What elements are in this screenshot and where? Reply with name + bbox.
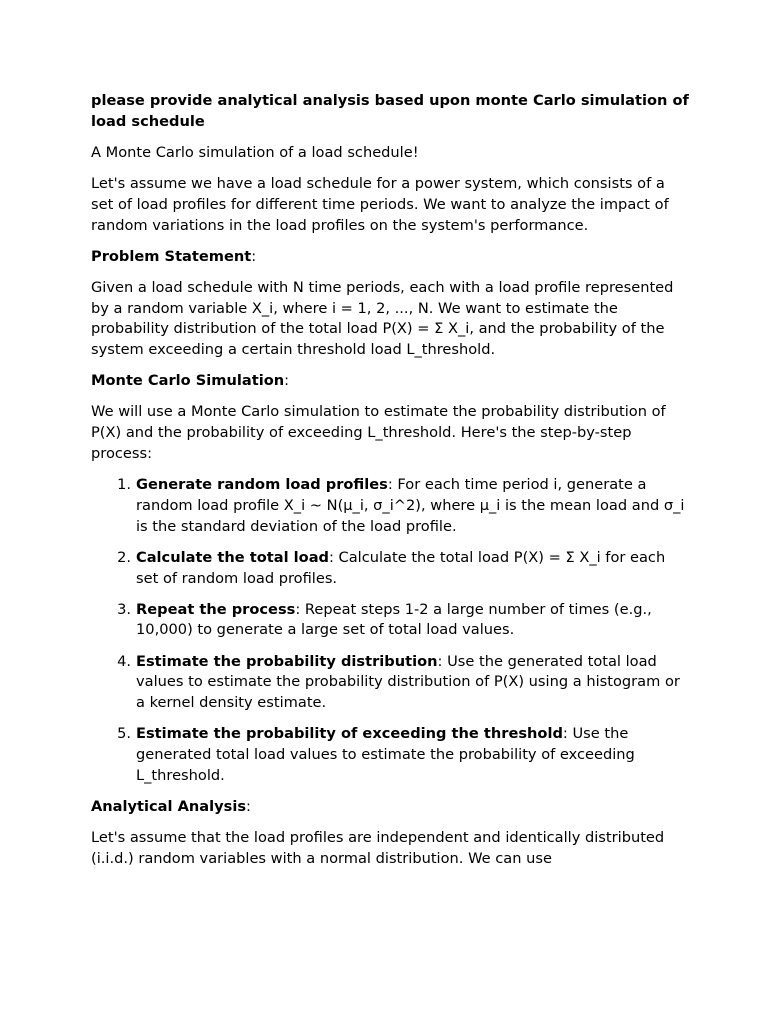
list-item-text: : For each time period i, generate a random load profile X_i ~ N(μ_i, σ_i^2), where μ_i is the mean load and σ_i is the standard deviation of the load profile. <box>136 476 685 535</box>
list-item-bold: Repeat the process <box>136 600 296 618</box>
list-item-bold: Calculate the total load <box>136 548 329 566</box>
list-item-text: : Use the generated total load values to estimate the probability of exceeding L_threshold. <box>136 725 635 784</box>
simulation-steps-list <box>91 475 691 787</box>
list-item-number: 1. <box>117 476 131 494</box>
intro-paragraph: A Monte Carlo simulation of a load schedule! <box>91 143 419 161</box>
list-item-text: : Calculate the total load P(X) = Σ X_i for each set of random load profiles. <box>136 548 666 587</box>
list-item <box>91 548 691 590</box>
analysis-heading-label: Analytical Analysis <box>91 797 247 815</box>
analysis-paragraph: Let's assume that the load profiles are independent and identically distributed (i.i.d.) random variables with a normal distribution. We can use <box>91 828 665 867</box>
problem-heading-label: Problem Statement <box>91 247 252 265</box>
simulation-heading <box>91 371 691 392</box>
list-item <box>91 724 691 786</box>
list-item <box>91 475 691 537</box>
analysis-heading <box>91 797 691 818</box>
list-item-number: 3. <box>117 600 131 618</box>
simulation-paragraph: We will use a Monte Carlo simulation to estimate the probability distribution of P(X) and the probability of exceeding L_threshold. Here's the step-by-step process: <box>91 403 666 462</box>
document-page <box>91 91 691 880</box>
problem-paragraph: Given a load schedule with N time periods, each with a load profile represented by a random variable X_i, where i = 1, 2, ..., N. We want to estimate the probability distribution of the total load P(X) = Σ X_i, and the probability of the system exceeding a certain threshold load L_threshold. <box>91 278 674 359</box>
list-item <box>91 652 691 714</box>
list-item-text: : Use the generated total load values to estimate the probability distribution of P(X) using a histogram or a kernel density estimate. <box>136 652 680 712</box>
problem-heading-colon: : <box>251 247 257 265</box>
simulation-heading-label: Monte Carlo Simulation <box>91 372 285 390</box>
list-item-number: 5. <box>117 725 131 743</box>
simulation-heading-colon: : <box>284 372 290 390</box>
assumption-paragraph: Let's assume we have a load schedule for a power system, which consists of a set of load profiles for different time periods. We want to analyze the impact of random variations in the load profiles on the system's performance. <box>91 174 669 234</box>
analysis-heading-colon: : <box>246 797 251 815</box>
list-item-bold: Estimate the probability of exceeding the threshold <box>136 725 563 743</box>
list-item-text: : Repeat steps 1-2 a large number of times (e.g., 10,000) to generate a large set of total load values. <box>136 600 652 639</box>
list-item-number: 4. <box>117 652 131 670</box>
list-item-bold: Estimate the probability distribution <box>136 652 438 670</box>
list-item-bold: Generate random load profiles <box>136 476 388 494</box>
list-item-number: 2. <box>117 548 131 566</box>
list-item <box>91 600 691 642</box>
document-title: please provide analytical analysis based upon monte Carlo simulation of load schedule <box>91 92 689 130</box>
problem-heading <box>91 247 691 268</box>
